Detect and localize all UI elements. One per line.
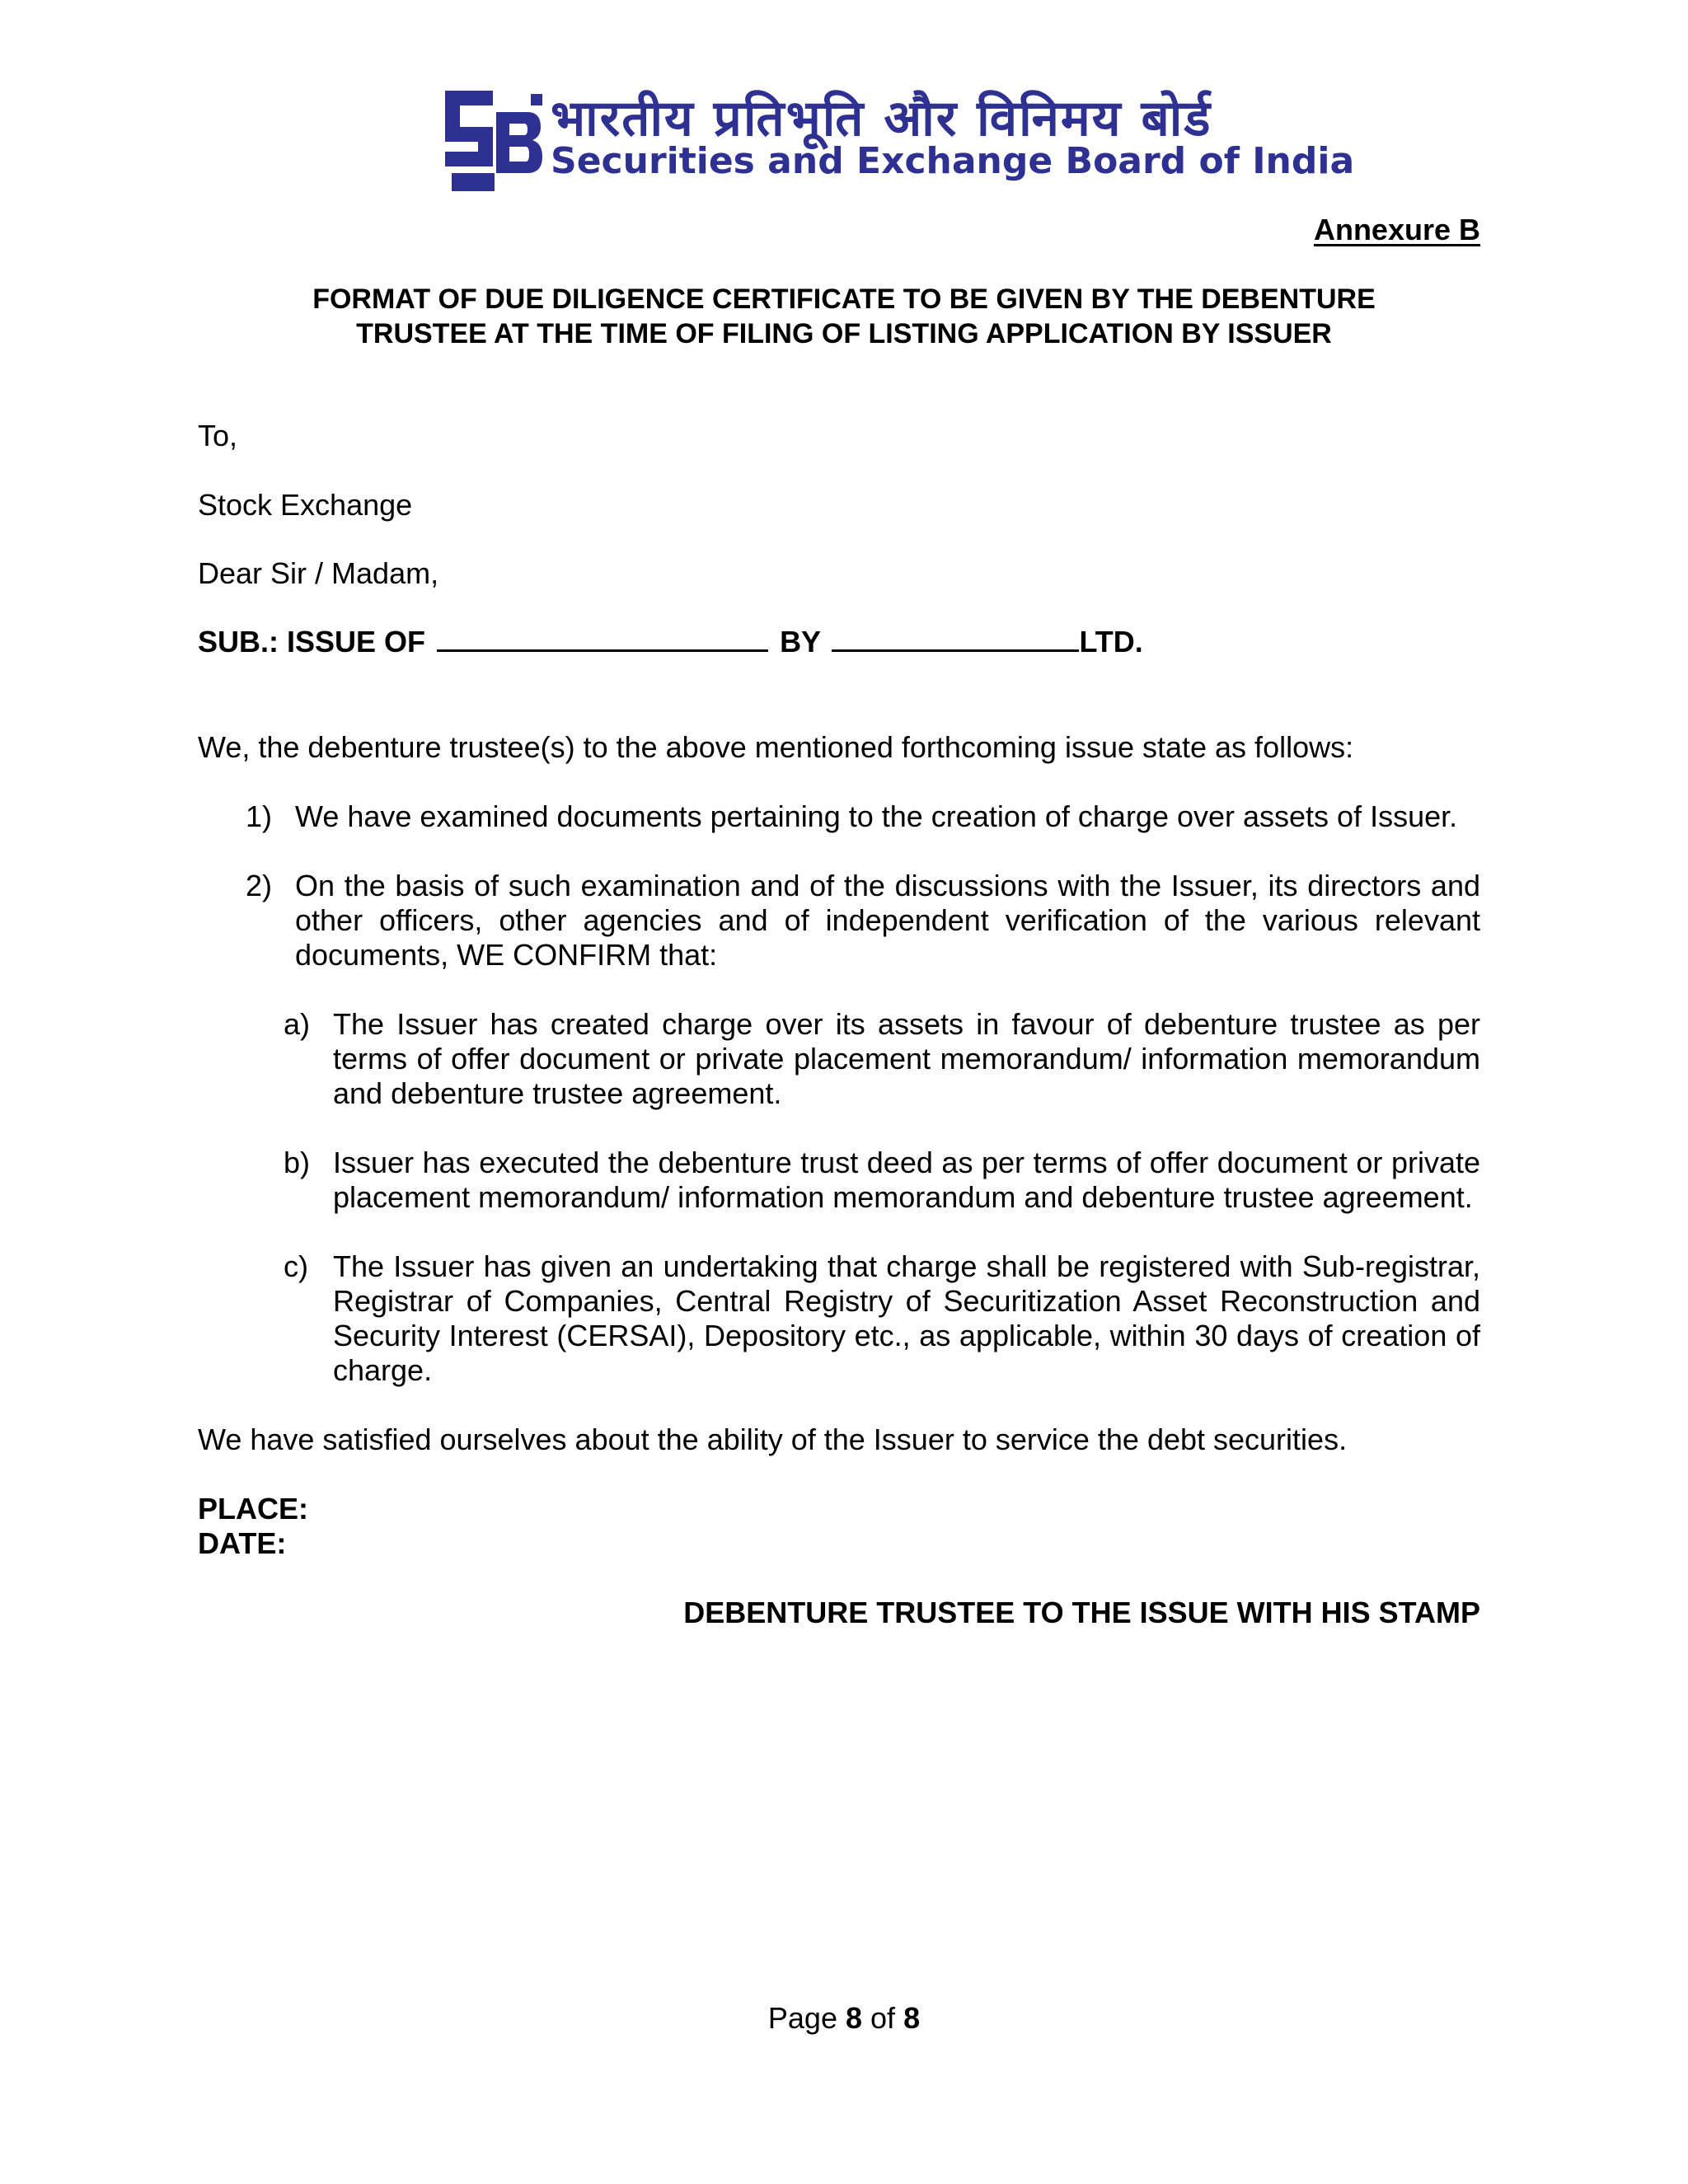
subitem-c-marker: c)	[284, 1249, 308, 1283]
letter-to: To,	[198, 419, 238, 452]
issuer-blank	[832, 625, 1079, 652]
of-word: of	[870, 2001, 896, 2035]
page-current: 8	[845, 2001, 863, 2035]
subject-by: BY	[780, 625, 821, 658]
title-line-2: TRUSTEE AT THE TIME OF FILING OF LISTING APPLICATION BY ISSUER	[356, 318, 1332, 349]
letter-salutation: Dear Sir / Madam,	[198, 556, 439, 590]
page-number	[0, 2001, 1688, 2036]
subject-line	[198, 625, 1143, 659]
title-line-1: FORMAT OF DUE DILIGENCE CERTIFICATE TO BE GIVEN BY THE DEBENTURE	[312, 284, 1376, 315]
subitem-a-marker: a)	[284, 1007, 311, 1041]
signatory-line: DEBENTURE TRUSTEE TO THE ISSUE WITH HIS STAMP	[683, 1596, 1480, 1629]
sebi-logo	[445, 82, 1355, 198]
item-2-marker: 2)	[246, 869, 273, 902]
subitem-b-marker: b)	[284, 1146, 311, 1179]
date-label: DATE:	[198, 1526, 287, 1560]
item-1-text: We have examined documents pertaining to the creation of charge over assets of Issuer.	[295, 799, 1458, 833]
sebi-logo-icon	[445, 91, 544, 191]
annexure-label: Annexure B	[1313, 213, 1480, 246]
page-word: Page	[767, 2001, 837, 2035]
letter-recipient: Stock Exchange	[198, 488, 413, 522]
document-title	[198, 282, 1490, 351]
page-total: 8	[903, 2001, 921, 2035]
item-2-text: On the basis of such examination and of the discussions with the Issuer, its directors and other officers, other agencies and of independent verification of the various relevant documents, WE CONFIRM that:	[295, 869, 1480, 972]
logo-english-text: Securities and Exchange Board of India	[551, 140, 1355, 182]
subitem-b-text: Issuer has executed the debenture trust deed as per terms of offer document or private placement memorandum/ information memorandum and debenture trustee agreement.	[333, 1146, 1480, 1214]
place-label: PLACE:	[198, 1492, 308, 1526]
subitem-c-text: The Issuer has given an undertaking that charge shall be registered with Sub-registrar, Registrar of Companies, Central Registry of Securitization Asset Reconstruction and Security Interest (CERSAI), Depository etc., as applicable, within 30 days of creation of charge.	[333, 1249, 1480, 1387]
closing-paragraph: We have satisfied ourselves about the ability of the Issuer to service the debt securities.	[198, 1422, 1348, 1456]
subject-suffix: LTD.	[1079, 625, 1143, 658]
subject-prefix: SUB.: ISSUE OF	[198, 625, 426, 658]
subitem-a-text: The Issuer has created charge over its assets in favour of debenture trustee as per terms of offer document or private placement memorandum/ information memorandum and debenture trustee agreement.	[333, 1007, 1480, 1110]
intro-paragraph: We, the debenture trustee(s) to the above mentioned forthcoming issue state as follows:	[198, 730, 1354, 764]
logo-hindi-text: भारतीय प्रतिभूति और विनिमय बोर्ड	[551, 90, 1212, 148]
item-1-marker: 1)	[246, 799, 273, 833]
issue-blank	[437, 625, 768, 652]
